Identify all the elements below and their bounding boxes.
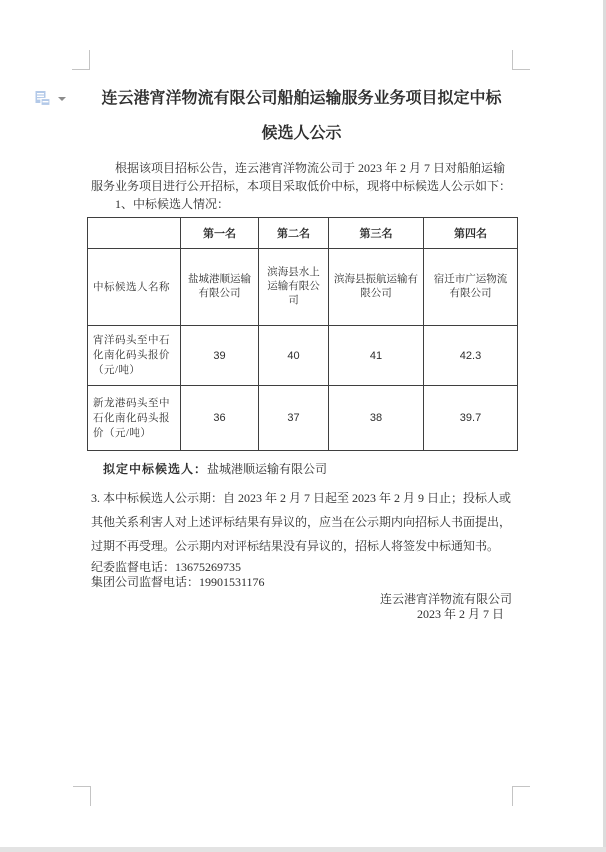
doc-options-button[interactable] bbox=[34, 90, 68, 108]
intro-line: 服务业务项目进行公开招标，本项目采取低价中标，现将中标候选人公示如下： bbox=[91, 178, 512, 193]
quote-value: 36 bbox=[181, 386, 259, 451]
page-title bbox=[91, 88, 512, 145]
header-cell-rank4: 第四名 bbox=[424, 218, 518, 249]
table-row-xinlonggang-quote bbox=[88, 386, 518, 451]
margin-corner-mark-top-left bbox=[72, 50, 90, 70]
proposed-winner-value: 盐城港顺运输有限公司 bbox=[207, 462, 328, 476]
page-edge-bottom bbox=[0, 847, 606, 852]
row-label: 中标候选人名称 bbox=[88, 249, 181, 326]
quote-value: 39.7 bbox=[424, 386, 518, 451]
signature-date: 2023 年 2 月 7 日 bbox=[416, 606, 504, 621]
section-heading: 1、中标候选人情况： bbox=[115, 197, 230, 211]
quote-value: 41 bbox=[329, 326, 424, 386]
candidate-name: 滨海县水上运输有限公司 bbox=[259, 249, 329, 326]
row-label: 宵洋码头至中石化南化码头报价（元/吨） bbox=[88, 326, 181, 386]
discipline-phone-line: 纪委监督电话：13675269735 bbox=[91, 560, 242, 574]
title-line-1: 连云港宵洋物流有限公司船舶运输服务业务项目拟定中标 bbox=[101, 90, 502, 107]
group-phone-line: 集团公司监督电话：19901531176 bbox=[91, 574, 265, 589]
notice-line: 3. 本中标候选人公示期：自 2023 年 2 月 7 日起至 2023 年 2 月 9 日止；投标人或 bbox=[91, 491, 512, 505]
row-label: 新龙港码头至中石化南化码头报价（元/吨） bbox=[88, 386, 181, 451]
quote-value: 38 bbox=[329, 386, 424, 451]
header-cell-rank1: 第一名 bbox=[181, 218, 259, 249]
quote-value: 39 bbox=[181, 326, 259, 386]
header-cell-rank2: 第二名 bbox=[259, 218, 329, 249]
proposed-winner-line bbox=[103, 461, 327, 477]
signature-company: 连云港宵洋物流有限公司 bbox=[379, 592, 512, 606]
signature-block bbox=[91, 592, 512, 621]
header-cell-rank3: 第三名 bbox=[329, 218, 424, 249]
candidate-name: 宿迁市广运物流有限公司 bbox=[424, 249, 518, 326]
notice-line: 其他关系利害人对上述评标结果有异议的，应当在公示期内向招标人书面提出， bbox=[91, 515, 512, 529]
title-line-2: 候选人公示 bbox=[261, 125, 342, 142]
notice-line: 过期不再受理。公示期内对评标结果没有异议的，招标人将签发中标通知书。 bbox=[91, 539, 500, 553]
header-cell-empty bbox=[88, 218, 181, 249]
margin-corner-mark-bottom-left bbox=[73, 786, 91, 806]
proposed-winner-label: 拟定中标候选人： bbox=[103, 462, 208, 476]
table-header-row bbox=[88, 218, 518, 249]
quote-value: 42.3 bbox=[424, 326, 518, 386]
candidate-name: 盐城港顺运输有限公司 bbox=[181, 249, 259, 326]
bid-candidates-table bbox=[87, 217, 518, 451]
table-row-candidate-names bbox=[88, 249, 518, 326]
margin-corner-mark-bottom-right bbox=[512, 786, 530, 806]
candidate-name: 滨海县振航运输有限公司 bbox=[329, 249, 424, 326]
table-row-xiaoyang-quote bbox=[88, 326, 518, 386]
dropdown-arrow-icon bbox=[58, 97, 66, 101]
intro-paragraph bbox=[91, 160, 512, 195]
quote-value: 37 bbox=[259, 386, 329, 451]
contact-block bbox=[91, 560, 265, 589]
margin-corner-mark-top-right bbox=[512, 50, 530, 70]
quote-value: 40 bbox=[259, 326, 329, 386]
notice-paragraph bbox=[91, 486, 512, 558]
intro-line: 根据该项目招标公告，连云港宵洋物流公司于 2023 年 2 月 7 日对船舶运输 bbox=[115, 161, 506, 175]
